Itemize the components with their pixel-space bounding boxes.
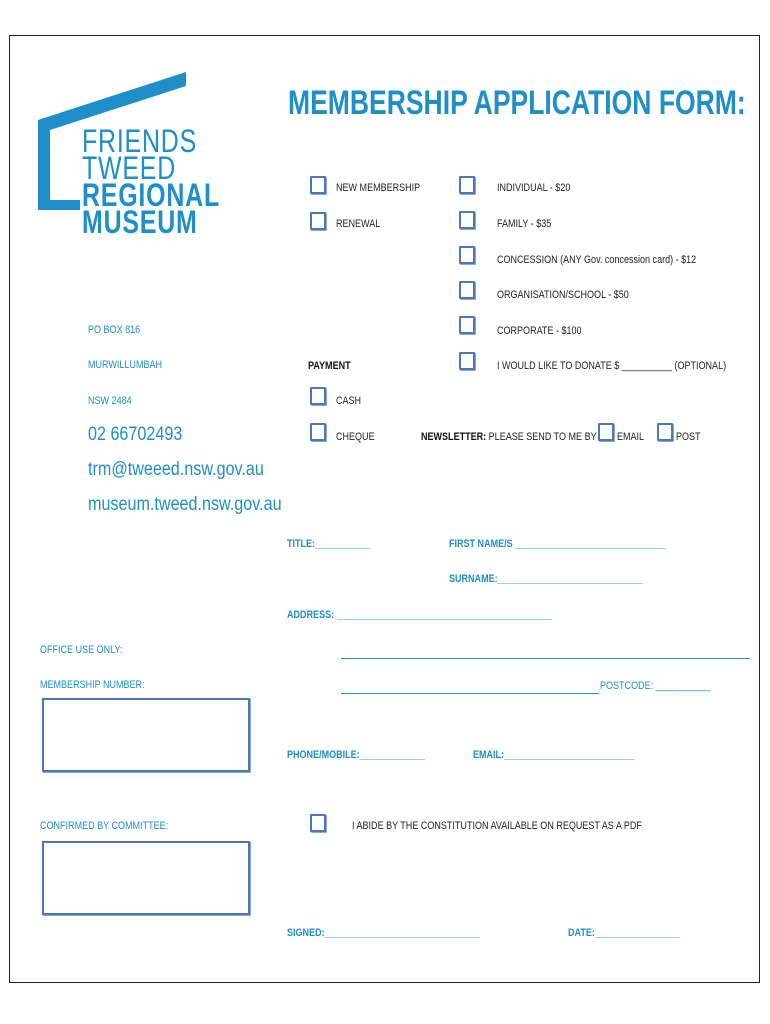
donate-checkbox[interactable] [459,352,475,370]
first-name-field[interactable]: FIRST NAME/S ______________________________ [449,538,666,550]
concession-checkbox[interactable] [459,246,475,264]
contact-phone: 02 66702493 [88,424,183,445]
individual-label: INDIVIDUAL - $20 [497,182,571,194]
date-field[interactable]: DATE:_________________ [568,927,681,939]
phone-field[interactable]: PHONE/MOBILE:_____________ [287,749,425,761]
logo-tweed: TWEED [82,150,177,186]
email-field[interactable]: EMAIL:__________________________ [473,749,635,761]
membership-number-box[interactable] [42,698,250,772]
family-checkbox[interactable] [459,211,475,229]
donate-label: I WOULD LIKE TO DONATE $ __________ (OPTIONAL) [497,360,727,372]
surname-field[interactable]: SURNAME:_____________________________ [449,573,644,585]
family-label: FAMILY - $35 [497,218,552,230]
logo-museum: MUSEUM [82,204,198,240]
corporate-label: CORPORATE - $100 [497,325,582,337]
membership-number-label: MEMBERSHIP NUMBER: [40,679,145,691]
address-line-2[interactable] [341,658,750,659]
new-membership-checkbox[interactable] [310,176,326,194]
address-line-3[interactable] [341,693,599,694]
contact-website[interactable]: museum.tweed.nsw.gov.au [88,494,282,515]
renewal-checkbox[interactable] [310,212,326,230]
form-title: MEMBERSHIP APPLICATION FORM: [288,84,746,122]
contact-email[interactable]: trm@tweeed.nsw.gov.au [88,459,264,480]
cheque-label: CHEQUE [336,431,375,443]
logo-regional: REGIONAL [82,177,220,213]
organisation-label: ORGANISATION/SCHOOL - $50 [497,289,629,301]
title-field[interactable]: TITLE:___________ [287,538,371,550]
museum-logo-text [82,123,220,240]
cash-label: CASH [336,395,362,407]
concession-label: CONCESSION (ANY Gov. concession card) - $12 [497,254,697,266]
newsletter-post-checkbox[interactable] [657,423,673,441]
cheque-checkbox[interactable] [310,423,326,441]
newsletter-text [421,431,597,443]
renewal-label: RENEWAL [336,218,381,230]
confirmed-by-committee-label: CONFIRMED BY COMMITTEE: [40,820,169,832]
newsletter-email-checkbox[interactable] [598,423,614,441]
new-membership-label: NEW MEMBERSHIP [336,182,421,194]
logo-friends: FRIENDS [82,123,198,159]
constitution-label: I ABIDE BY THE CONSTITUTION AVAILABLE ON REQUEST AS A PDF [352,820,642,832]
corporate-checkbox[interactable] [459,316,475,334]
organisation-checkbox[interactable] [459,281,475,299]
individual-checkbox[interactable] [459,176,475,194]
newsletter-instruction: PLEASE SEND TO ME BY [488,431,597,443]
signed-field[interactable]: SIGNED:_______________________________ [287,927,481,939]
newsletter-heading: NEWSLETTER: [421,431,487,443]
confirmed-by-committee-box[interactable] [42,841,250,915]
office-use-heading: OFFICE USE ONLY: [40,644,123,656]
newsletter-email-label: EMAIL [617,431,645,443]
town: MURWILLUMBAH [88,359,163,371]
cash-checkbox[interactable] [310,387,326,405]
newsletter-post-label: POST [676,431,701,443]
po-box: PO BOX 816 [88,324,141,336]
state-postcode: NSW 2484 [88,395,132,407]
payment-heading: PAYMENT [308,360,351,372]
address-field[interactable]: ADDRESS: ___________________________________________ [287,609,553,621]
postcode-field[interactable]: POSTCODE: ___________ [600,680,711,692]
constitution-checkbox[interactable] [310,814,326,832]
